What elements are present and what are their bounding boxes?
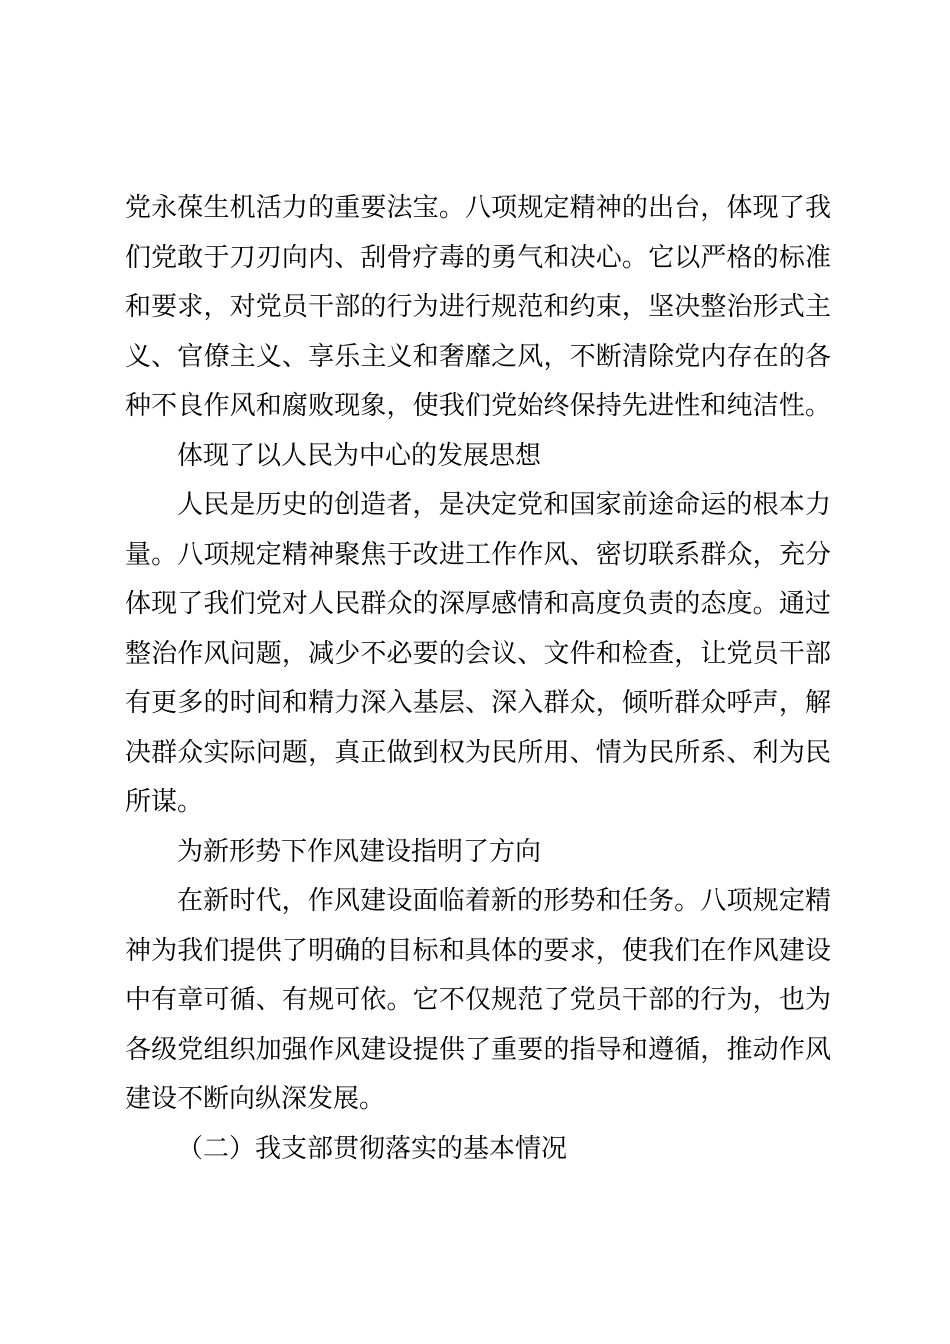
text-line: 体现了我们党对人民群众的深厚感情和高度负责的态度。通过 — [125, 588, 831, 618]
text-line: 们党敢于刀刃向内、刮骨疗毒的勇气和决心。它以严格的标准 — [125, 241, 831, 272]
document-body — [125, 183, 831, 1173]
text-line: 神为我们提供了明确的目标和具体的要求，使我们在作风建设 — [125, 934, 831, 965]
text-line: 量。八项规定精神聚焦于改进工作作风、密切联系群众，充分 — [125, 538, 831, 569]
section-heading: 为新形势下作风建设指明了方向 — [177, 835, 542, 866]
text-line: 各级党组织加强作风建设提供了重要的指导和遵循，推动作风 — [125, 1033, 831, 1064]
section-heading: 体现了以人民为中心的发展思想 — [177, 439, 542, 470]
text-line: 人民是历史的创造者，是决定党和国家前途命运的根本力 — [177, 489, 831, 519]
text-line: 整治作风问题，减少不必要的会议、文件和检查，让党员干部 — [125, 637, 831, 668]
text-line: 党永葆生机活力的重要法宝。八项规定精神的出台，体现了我 — [125, 192, 831, 222]
text-line: 有更多的时间和精力深入基层、深入群众，倾听群众呼声，解 — [125, 687, 831, 717]
text-line: 所谋。 — [125, 786, 204, 816]
text-line: 决群众实际问题，真正做到权为民所用、情为民所系、利为民 — [125, 736, 831, 767]
text-line: 在新时代，作风建设面临着新的形势和任务。八项规定精 — [177, 885, 831, 915]
text-line: 建设不断向纵深发展。 — [125, 1083, 386, 1113]
text-line: 和要求，对党员干部的行为进行规范和约束，坚决整治形式主 — [125, 291, 831, 321]
section-heading: （二）我支部贯彻落实的基本情况 — [177, 1132, 568, 1163]
text-line: 种不良作风和腐败现象，使我们党始终保持先进性和纯洁性。 — [125, 390, 831, 420]
text-line: 义、官僚主义、享乐主义和奢靡之风，不断清除党内存在的各 — [125, 340, 831, 371]
text-line: 中有章可循、有规可依。它不仅规范了党员干部的行为，也为 — [125, 984, 831, 1014]
